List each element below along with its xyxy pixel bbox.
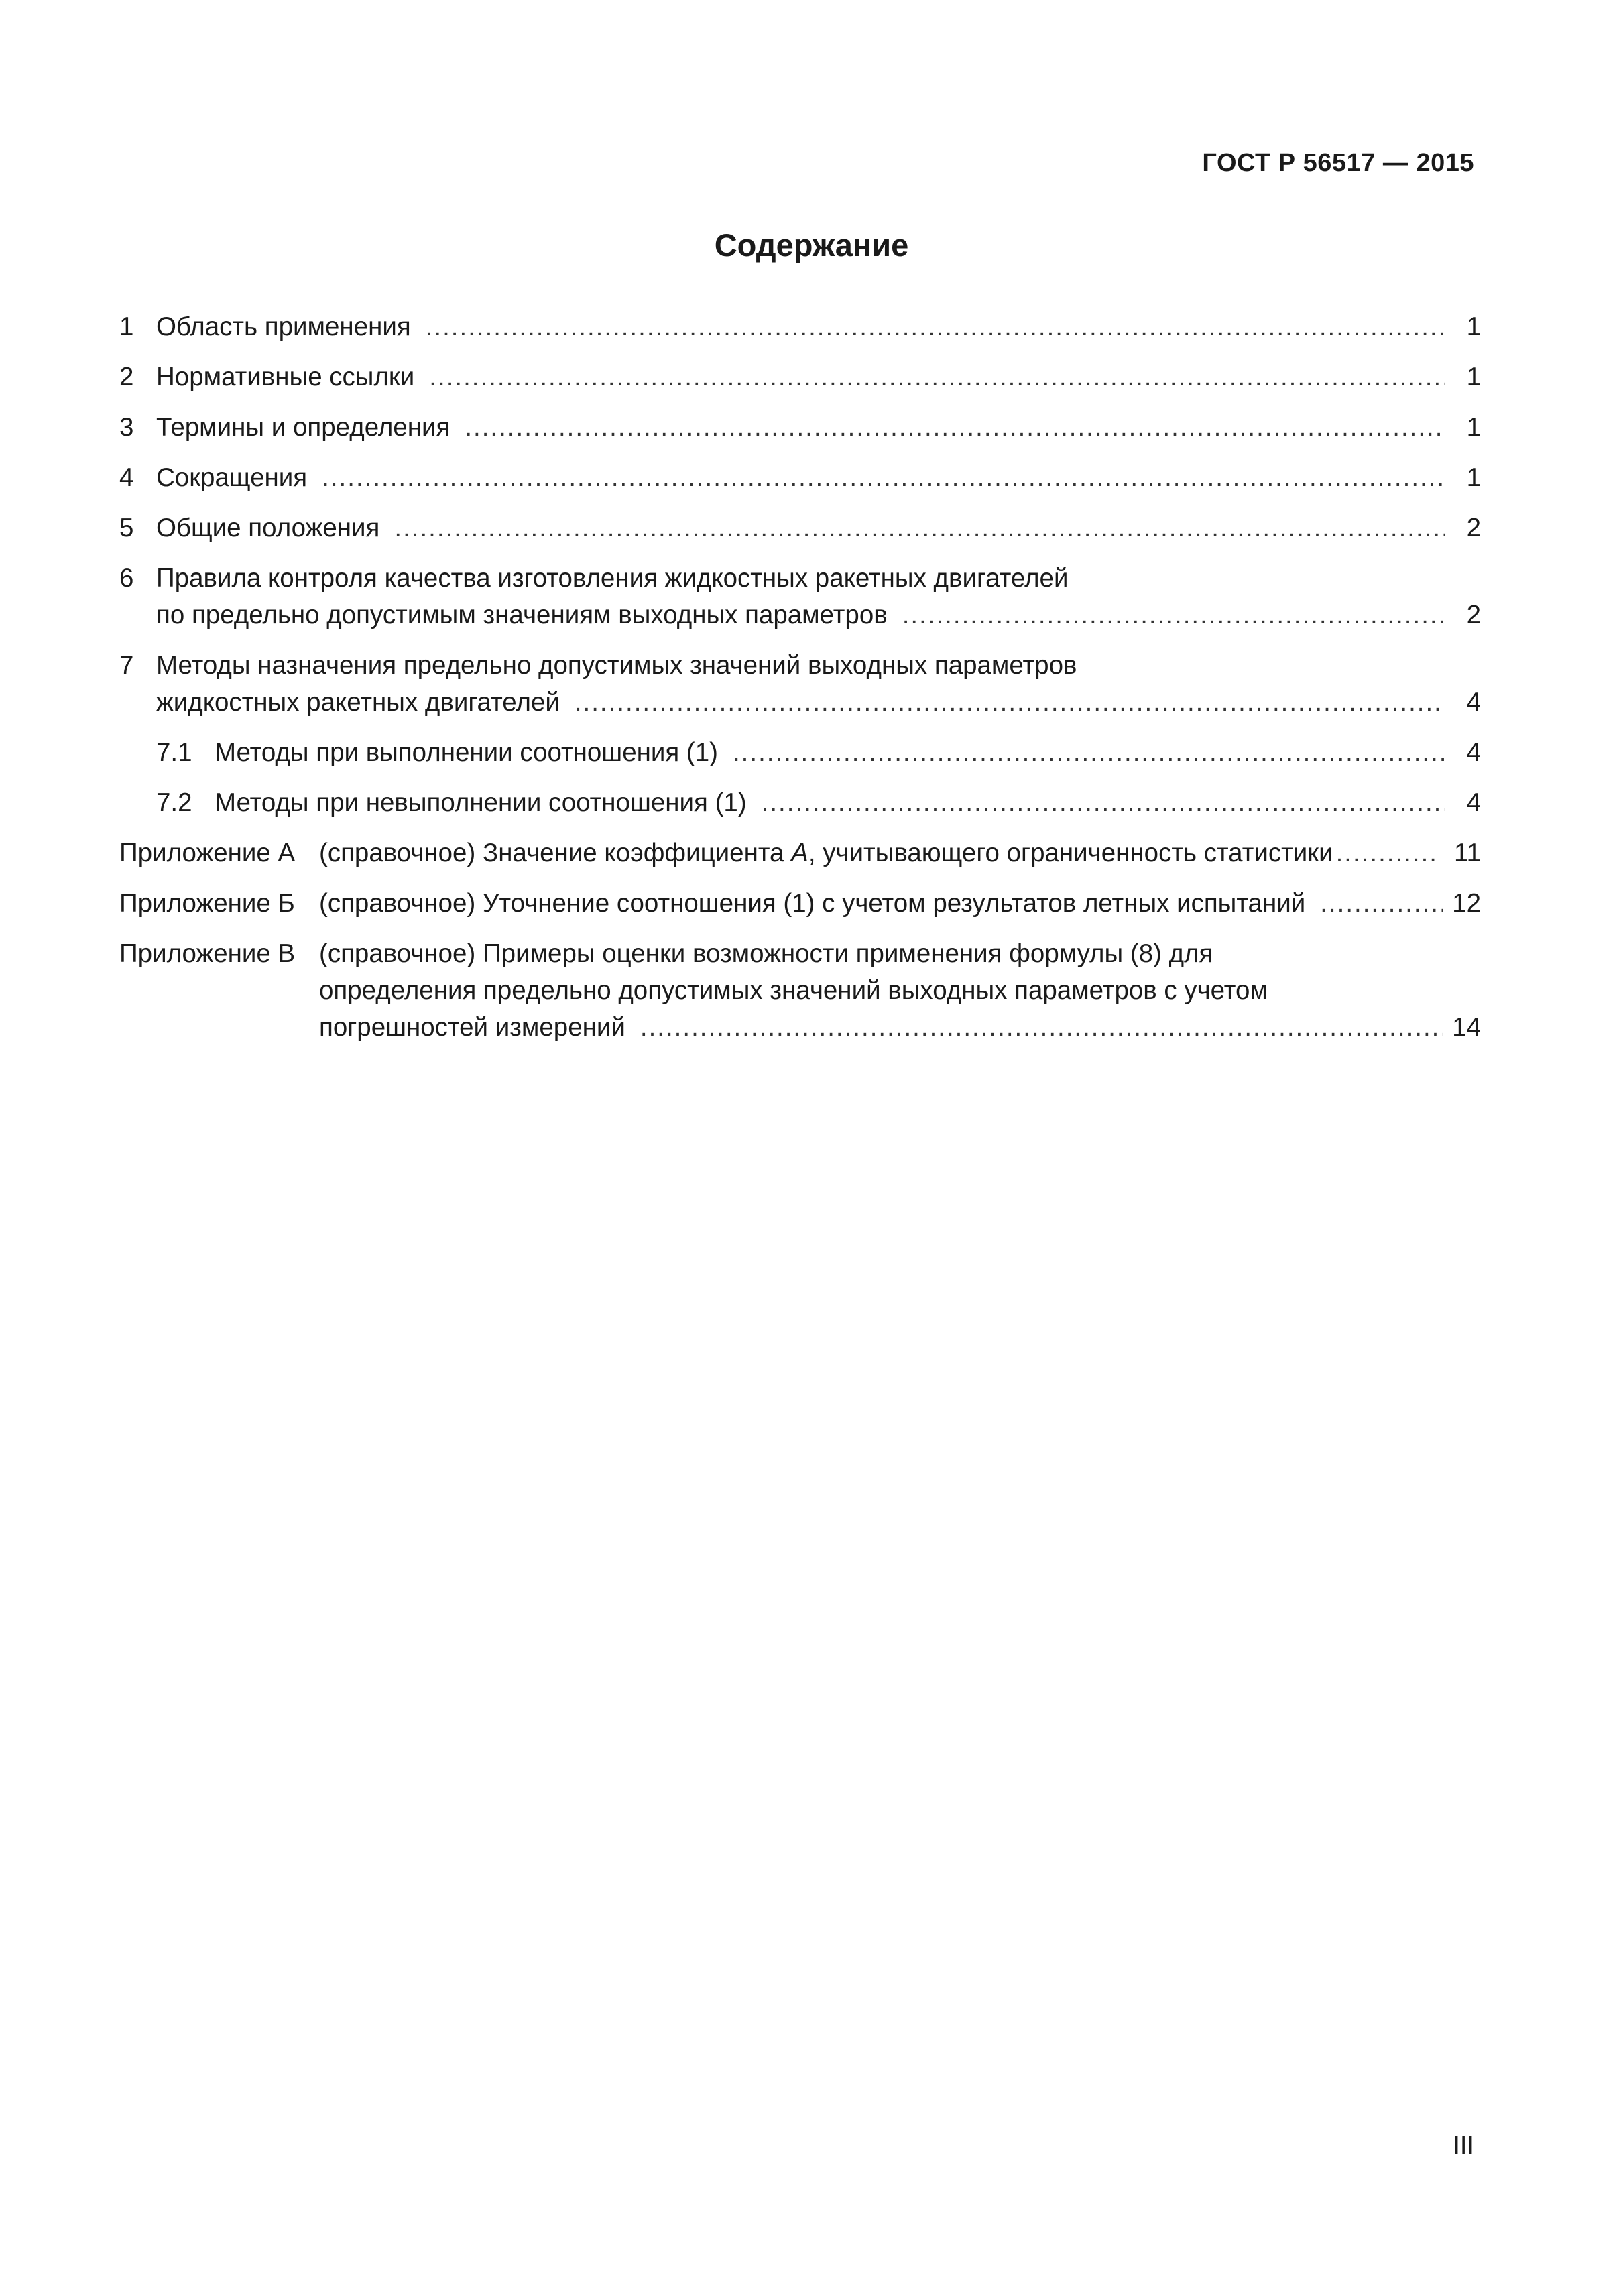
toc-entry-page: 2 — [1466, 513, 1481, 542]
toc-entry-page: 12 — [1452, 889, 1481, 918]
toc-entry-title: Общие положения — [156, 513, 380, 542]
dot-leader — [762, 784, 1445, 821]
toc-entry-number: 5 — [119, 513, 134, 542]
toc-entry-number: 4 — [119, 463, 134, 492]
toc-entry-4[interactable] — [119, 459, 1481, 496]
toc-entry-number: 7.2 — [156, 788, 192, 817]
dot-leader — [465, 409, 1445, 446]
toc-entry-title-line: определения предельно допустимых значений выходных параметров с учетом — [319, 976, 1268, 1005]
toc-entry-appendix-b[interactable] — [119, 885, 1481, 922]
toc-entry-appendix-a[interactable] — [119, 835, 1481, 871]
toc-entry-1[interactable] — [119, 308, 1481, 345]
toc-entry-title: Область применения — [156, 312, 411, 341]
toc-entry-title-line: Методы назначения предельно допустимых значений выходных параметров — [156, 651, 1077, 680]
toc-entry-7[interactable] — [119, 647, 1481, 721]
toc-entry-title: (справочное) Значение коэффициента А, учитывающего ограниченность статистики — [319, 839, 1333, 867]
toc-entry-page: 4 — [1466, 738, 1481, 767]
toc-entry-page: 1 — [1466, 312, 1481, 341]
toc-entry-number: 3 — [119, 413, 134, 442]
toc-entry-title: Сокращения — [156, 463, 308, 492]
toc-entry-7-1[interactable] — [119, 734, 1481, 771]
toc-entry-7-2[interactable] — [119, 784, 1481, 821]
toc-entry-2[interactable] — [119, 359, 1481, 396]
dot-leader — [640, 1009, 1443, 1046]
toc-entry-page: 2 — [1466, 601, 1481, 629]
toc-entry-5[interactable] — [119, 509, 1481, 546]
toc-entry-title-line: по предельно допустимым значениям выходных параметров — [156, 601, 888, 629]
toc-entry-page: 1 — [1466, 463, 1481, 492]
toc-entry-number: 6 — [119, 564, 134, 593]
toc-entry-title: Нормативные ссылки — [156, 363, 415, 391]
toc-entry-number: 1 — [119, 312, 134, 341]
toc-title: Содержание — [714, 227, 909, 263]
toc-entry-title: Методы при невыполнении соотношения (1) — [215, 788, 747, 817]
toc-entry-page: 14 — [1452, 1013, 1481, 1042]
toc-entry-number: 7 — [119, 651, 134, 680]
dot-leader — [426, 308, 1445, 345]
toc-entry-page: 1 — [1466, 413, 1481, 442]
toc-entry-title-line: (справочное) Примеры оценки возможности применения формулы (8) для — [319, 939, 1213, 968]
dot-leader — [1336, 835, 1439, 871]
toc-entry-page: 1 — [1466, 363, 1481, 391]
toc-entry-number: 2 — [119, 363, 134, 391]
page-number: III — [1453, 2132, 1474, 2160]
document-code: ГОСТ Р 56517 — 2015 — [1202, 149, 1474, 177]
toc-entry-title-line: погрешностей измерений — [319, 1013, 625, 1042]
toc-entry-6[interactable] — [119, 560, 1481, 633]
toc-entry-title: Термины и определения — [156, 413, 450, 442]
dot-leader — [429, 359, 1445, 396]
toc-entry-title: Методы при выполнении соотношения (1) — [215, 738, 718, 767]
toc-entry-number: Приложение А — [119, 839, 296, 867]
dot-leader — [322, 459, 1445, 496]
toc-entry-title-line: жидкостных ракетных двигателей — [156, 688, 560, 717]
toc-entry-title: (справочное) Уточнение соотношения (1) с учетом результатов летных испытаний — [319, 889, 1306, 918]
toc-entry-page: 11 — [1454, 839, 1481, 867]
toc-entry-number: 7.1 — [156, 738, 192, 767]
toc-entry-page: 4 — [1466, 788, 1481, 817]
dot-leader — [1320, 885, 1443, 922]
dot-leader — [902, 597, 1445, 633]
dot-leader — [394, 509, 1445, 546]
toc-entry-number: Приложение В — [119, 939, 296, 968]
dot-leader — [733, 734, 1445, 771]
toc-entry-appendix-v[interactable] — [119, 935, 1481, 1046]
toc-entry-title-line: Правила контроля качества изготовления жидкостных ракетных двигателей — [156, 564, 1069, 593]
toc-entry-number: Приложение Б — [119, 889, 295, 918]
toc-entry-3[interactable] — [119, 409, 1481, 446]
toc-entry-page: 4 — [1466, 688, 1481, 717]
dot-leader — [575, 684, 1445, 721]
table-of-contents — [119, 308, 1481, 1059]
